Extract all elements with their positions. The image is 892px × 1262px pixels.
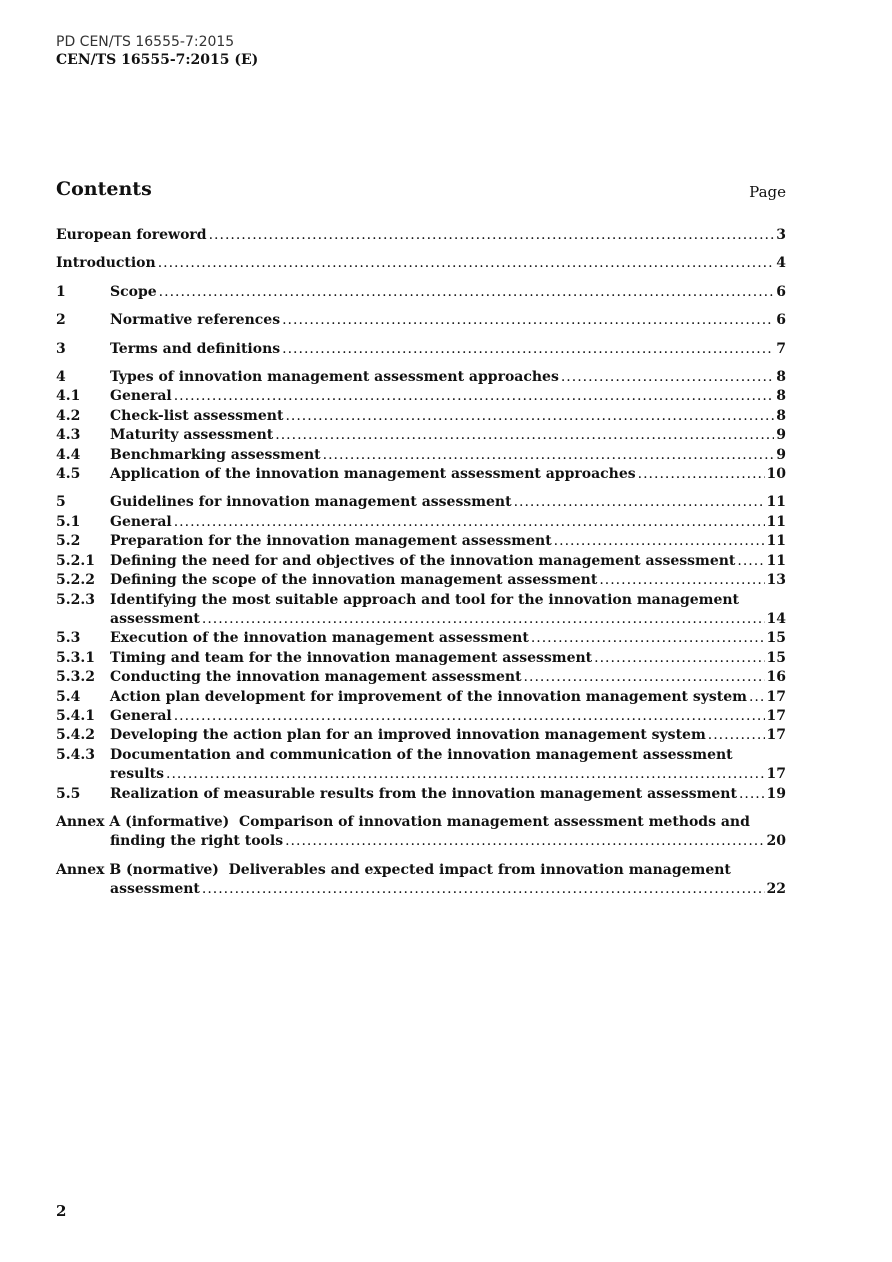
toc-entry-number: 5.1 (56, 513, 81, 530)
toc-entry-title: Documentation and communication of the innovation management assessment (110, 746, 733, 763)
toc-entry-european-foreword[interactable] (56, 226, 786, 245)
toc-entry-5-2-1[interactable] (56, 552, 786, 571)
document-header-pd: PD CEN/TS 16555-7:2015 (56, 34, 235, 50)
toc-entry-page: 8 (776, 388, 786, 405)
toc-entry-5-2[interactable] (56, 532, 786, 551)
leader-dots (174, 387, 775, 406)
toc-entry-page: 11 (766, 494, 786, 511)
leader-dots (561, 368, 774, 387)
page-number: 2 (56, 1202, 67, 1220)
toc-entry-5-3-1[interactable] (56, 649, 786, 668)
toc-entry-page: 17 (766, 766, 786, 783)
toc-entry-annex-b[interactable] (56, 861, 786, 900)
toc-entry-5-2-2[interactable] (56, 571, 786, 590)
toc-entry-number: 4 (56, 369, 66, 386)
toc-entry-page: 8 (776, 369, 786, 386)
document-header-cen: CEN/TS 16555-7:2015 (E) (56, 52, 259, 68)
toc-entry-title: Terms and definitions (110, 340, 281, 357)
toc-entry-number: 2 (56, 312, 66, 329)
toc-entry-title: Defining the scope of the innovation management assessment (110, 572, 598, 589)
toc-entry-terms-definitions[interactable] (56, 340, 786, 359)
toc-entry-page: 15 (766, 630, 786, 647)
toc-entry-page: 11 (766, 513, 786, 530)
toc-entry-scope[interactable] (56, 283, 786, 302)
toc-entry-5-5[interactable] (56, 785, 786, 804)
toc-entry-title: Check-list assessment (110, 407, 284, 424)
toc-entry-page: 15 (766, 649, 786, 666)
toc-entry-page: 13 (766, 572, 786, 589)
toc-entry-page: 19 (766, 785, 786, 802)
toc-entry-title: Realization of measurable results from the innovation management assessment (110, 785, 737, 802)
toc-entry-title: Developing the action plan for an improved innovation management system (110, 727, 706, 744)
leader-dots (524, 668, 765, 687)
toc-entry-4-3[interactable] (56, 426, 786, 445)
toc-entry-page: 7 (776, 340, 786, 357)
toc-entry-page: 22 (766, 881, 786, 898)
page-column-label: Page (749, 183, 786, 201)
toc-entry-number: 5.3.2 (56, 669, 95, 686)
toc-entry-title-continued: assessment (110, 610, 200, 627)
leader-dots (739, 785, 765, 804)
leader-dots (708, 726, 765, 745)
leader-dots (594, 649, 764, 668)
toc-entry-page: 20 (766, 833, 786, 850)
toc-entry-page: 17 (766, 688, 786, 705)
toc-entry-title: Annex B (normative) Deliverables and expected impact from innovation management (56, 861, 731, 878)
leader-dots (749, 688, 765, 707)
toc-entry-title: Maturity assessment (110, 427, 274, 444)
toc-entry-5-2-3[interactable] (56, 591, 786, 630)
toc-entry-page: 16 (766, 669, 786, 686)
toc-entry-title: Introduction (56, 255, 156, 272)
toc-entry-title: Application of the innovation management assessment approaches (110, 466, 636, 483)
toc-entry-5-3[interactable] (56, 629, 786, 648)
leader-dots (554, 532, 765, 551)
toc-entry-title: Guidelines for innovation management assessment (110, 494, 512, 511)
leader-dots (209, 226, 775, 245)
toc-entry-number: 4.5 (56, 466, 81, 483)
toc-entry-title: Annex A (informative) Comparison of innovation management assessment methods and (56, 813, 750, 830)
toc-entry-annex-a[interactable] (56, 813, 786, 852)
toc-entry-5-1[interactable] (56, 513, 786, 532)
toc-entry-title: Timing and team for the innovation management assessment (110, 649, 593, 666)
toc-entry-number: 5 (56, 494, 66, 511)
leader-dots (174, 513, 765, 532)
toc-entry-5-4-2[interactable] (56, 726, 786, 745)
toc-entry-title: Preparation for the innovation management assessment (110, 533, 552, 550)
toc-entry-types-approaches[interactable] (56, 368, 786, 387)
leader-dots (638, 465, 765, 484)
leader-dots (202, 880, 765, 899)
leader-dots (599, 571, 764, 590)
toc-entry-4-4[interactable] (56, 446, 786, 465)
toc-entry-page: 8 (776, 407, 786, 424)
toc-entry-number: 1 (56, 283, 66, 300)
leader-dots (323, 446, 775, 465)
toc-entry-title-continued: results (110, 766, 165, 783)
toc-entry-page: 17 (766, 727, 786, 744)
toc-entry-title-continued: finding the right tools (110, 833, 284, 850)
toc-entry-page: 4 (776, 255, 786, 272)
toc-entry-number: 5.4.2 (56, 727, 95, 744)
toc-entry-title: Defining the need for and objectives of the innovation management assessment (110, 552, 736, 569)
leader-dots (737, 552, 764, 571)
toc-entry-4-2[interactable] (56, 407, 786, 426)
toc-entry-number: 5.2 (56, 533, 81, 550)
toc-entry-title: Types of innovation management assessment approaches (110, 369, 559, 386)
toc-entry-number: 5.4.3 (56, 746, 95, 763)
toc-entry-page: 6 (776, 283, 786, 300)
toc-entry-normative-references[interactable] (56, 311, 786, 330)
toc-entry-page: 9 (776, 446, 786, 463)
toc-entry-number: 5.5 (56, 785, 81, 802)
table-of-contents (56, 226, 786, 900)
toc-entry-4-5[interactable] (56, 465, 786, 484)
toc-entry-title: Scope (110, 283, 157, 300)
toc-entry-title: General (110, 513, 172, 530)
toc-entry-number: 5.3.1 (56, 649, 95, 666)
toc-entry-title: Action plan development for improvement of the innovation management system (110, 688, 747, 705)
toc-entry-title: Normative references (110, 312, 281, 329)
toc-entry-number: 4.3 (56, 427, 81, 444)
leader-dots (531, 629, 765, 648)
toc-entry-number: 4.1 (56, 388, 81, 405)
toc-entry-page: 10 (766, 466, 786, 483)
leader-dots (514, 493, 765, 512)
toc-entry-page: 11 (766, 552, 786, 569)
toc-entry-title: General (110, 707, 172, 724)
toc-entry-number: 4.4 (56, 446, 81, 463)
toc-entry-guidelines[interactable] (56, 493, 786, 512)
toc-entry-5-4-3[interactable] (56, 746, 786, 785)
leader-dots (282, 340, 774, 359)
toc-entry-page: 14 (766, 610, 786, 627)
contents-heading: Contents (56, 178, 152, 200)
toc-entry-5-4[interactable] (56, 688, 786, 707)
leader-dots (275, 426, 774, 445)
toc-entry-page: 6 (776, 312, 786, 329)
toc-entry-title-continued: assessment (110, 881, 200, 898)
toc-entry-number: 4.2 (56, 407, 81, 424)
toc-entry-number: 5.4 (56, 688, 81, 705)
toc-entry-page: 9 (776, 427, 786, 444)
toc-entry-page: 3 (776, 227, 786, 243)
toc-entry-4-1[interactable] (56, 387, 786, 406)
toc-entry-number: 5.4.1 (56, 707, 95, 724)
toc-entry-number: 5.2.3 (56, 591, 95, 608)
toc-entry-title: Benchmarking assessment (110, 446, 321, 463)
toc-entry-page: 17 (766, 707, 786, 724)
leader-dots (174, 707, 765, 726)
toc-entry-introduction[interactable] (56, 254, 786, 273)
toc-entry-title: Conducting the innovation management assessment (110, 669, 522, 686)
toc-entry-title: General (110, 388, 172, 405)
leader-dots (159, 283, 775, 302)
toc-entry-number: 5.2.2 (56, 572, 95, 589)
toc-entry-page: 11 (766, 533, 786, 550)
leader-dots (202, 610, 765, 629)
leader-dots (158, 254, 775, 273)
toc-entry-number: 5.2.1 (56, 552, 95, 569)
leader-dots (282, 311, 774, 330)
toc-entry-title: European foreword (56, 227, 207, 243)
toc-entry-5-4-1[interactable] (56, 707, 786, 726)
toc-entry-5-3-2[interactable] (56, 668, 786, 687)
toc-entry-title: Identifying the most suitable approach and tool for the innovation management (110, 591, 740, 608)
leader-dots (285, 832, 764, 851)
toc-entry-title: Execution of the innovation management assessment (110, 630, 529, 647)
leader-dots (166, 765, 765, 784)
toc-entry-number: 5.3 (56, 630, 81, 647)
leader-dots (285, 407, 774, 426)
toc-entry-number: 3 (56, 340, 66, 357)
